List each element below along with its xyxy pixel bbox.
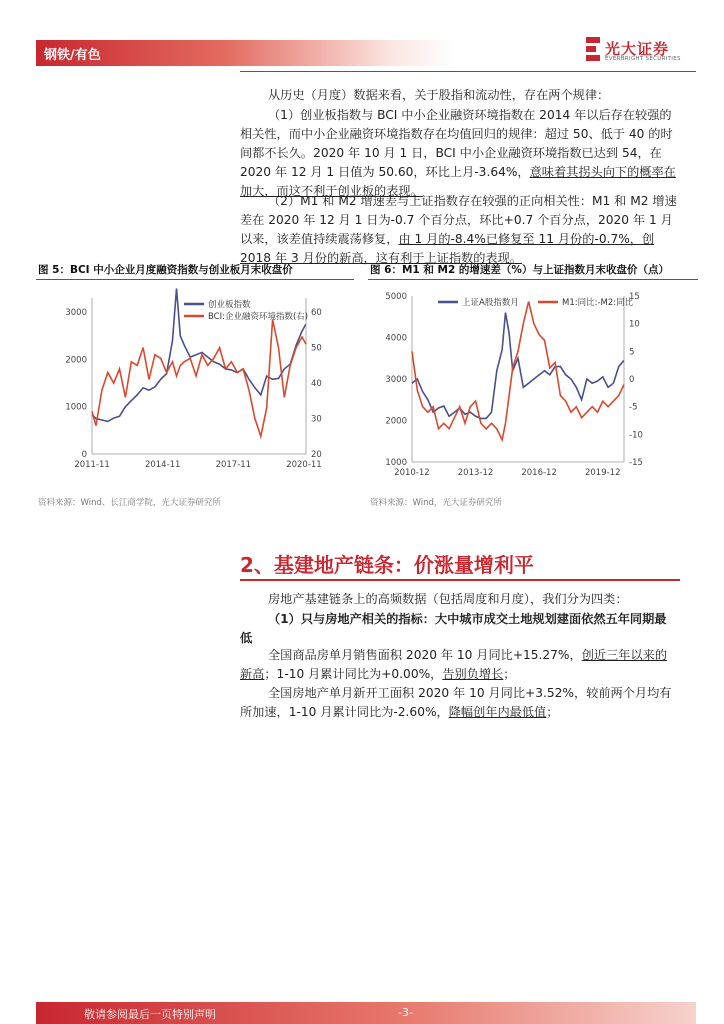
- fig6-x-tick-label: 2019-12: [584, 468, 621, 478]
- header-section-bar: [36, 40, 456, 66]
- new-starts-end: ；: [546, 705, 559, 719]
- fig5-legend-label: BCI:企业融资环境指数(右): [208, 312, 309, 322]
- new-starts-highlight: 降幅创年内最低值: [448, 705, 547, 719]
- fig6-series-2-line: [412, 302, 624, 440]
- fig5-series-2-line: [92, 319, 306, 436]
- section-2-intro: 房地产基建链条上的高频数据（包括周度和月度），我们分为四类：: [268, 592, 628, 606]
- section-2-rule: [240, 579, 680, 581]
- fig6-x-tick-label: 2013-12: [457, 468, 494, 478]
- sales-text-c: ；: [503, 667, 516, 681]
- logo-mark-icon: [586, 37, 600, 61]
- rule-1-text: （1）创业板指数与 BCI 中小企业融资环境指数在 2014 年以后存在较强的相关性，而中小企业融资环境指数存在均值回归的规律：超过 50、低于 40 的时间都不长久。2020 年 10 月 1 日，BCI 中小企业融资环境指数已达到 54，在 2020 年 12 月 1 日值为 50.60，环比上月-3.64%，: [240, 108, 673, 179]
- figure-6-rule: [368, 279, 698, 280]
- fig5-x-tick-label: 2017-11: [215, 460, 252, 470]
- rule-2-text: （2）M1 和 M2 增速差与上证指数存在较强的正向相关性：M1 和 M2 增速差在 2020 年 12 月 1 日为-0.7 个百分点，环比+0.7 个百分点，2020 年 1 月以来，该差值持续震荡修复，: [240, 194, 677, 246]
- sales-area-paragraph: [240, 646, 678, 684]
- new-starts-text: 全国房地产单月新开工面积 2020 年 10 月同比+3.52%，较前两个月均有所加速，1-10 月累计同比为-2.60%，: [240, 686, 672, 719]
- fig6-right-tick-label: -5: [629, 402, 638, 413]
- fig6-right-tick-label: -15: [629, 458, 643, 468]
- figure-6-chart: [368, 282, 698, 482]
- figure-5-source: 资料来源：Wind、长江商学院，光大证券研究所: [38, 498, 221, 508]
- page-number: -3-: [398, 1006, 413, 1019]
- logo-subtitle: EVERBRIGHT SECURITIES: [605, 56, 681, 62]
- sales-highlight-a: 创近三年以来的新高: [240, 648, 668, 681]
- fig6-right-tick-label: 5: [629, 347, 635, 358]
- fig6-right-tick-label: 10: [629, 319, 640, 330]
- fig5-right-tick-label: 60: [311, 308, 322, 319]
- logo-name: 光大证券: [605, 40, 670, 58]
- fig6-left-tick-label: 2000: [385, 416, 407, 427]
- fig6-left-tick-label: 5000: [385, 292, 407, 302]
- fig5-right-tick-label: 40: [311, 379, 322, 390]
- fig6-right-tick-label: -10: [629, 430, 643, 441]
- fig6-x-tick-label: 2016-12: [521, 468, 557, 478]
- fig5-right-tick-label: 50: [311, 343, 322, 354]
- figure-5-title: 图 5：BCI 中小企业月度融资指数与创业板月末收盘价: [38, 264, 293, 276]
- fig6-left-tick-label: 1000: [385, 458, 407, 468]
- rule-1-highlight: 意味着其拐头向下的概率在加大，而这不利于创业板的表现。: [240, 165, 676, 198]
- broker-logo: [586, 37, 696, 69]
- sales-text-b: ；1-10 月累计同比为+0.00%，: [264, 667, 443, 681]
- intro-paragraph: 从历史（月度）数据来看，关于股指和流动性，存在两个规律：: [268, 88, 610, 102]
- fig6-right-tick-label: 15: [629, 292, 640, 302]
- header-rule: [240, 71, 696, 72]
- rule-2-paragraph: [240, 192, 678, 268]
- fig6-legend-label: 上证A股指数月: [462, 298, 519, 308]
- footer-disclaimer: 敬请参阅最后一页特别声明: [84, 1008, 216, 1021]
- fig5-series-1-line: [92, 289, 309, 422]
- sales-highlight-b: 告别负增长: [442, 667, 504, 681]
- figure-5-chart: [36, 282, 356, 482]
- fig6-legend-label: M1:同比:-M2:同比: [562, 298, 634, 308]
- fig5-legend-label: 创业板指数: [208, 300, 251, 310]
- fig6-left-tick-label: 3000: [385, 375, 407, 385]
- figure-5-rule: [36, 279, 354, 280]
- rule-2-highlight: 由 1 月的-8.4%已修复至 11 月份的-0.7%，创 2018 年 3 月份的新高，这有利于上证指数的表现。: [240, 232, 655, 265]
- fig5-x-tick-label: 2014-11: [144, 460, 181, 470]
- new-starts-paragraph: [240, 684, 678, 722]
- figure-6-source: 资料来源：Wind，光大证券研究所: [370, 498, 502, 508]
- fig6-x-tick-label: 2010-12: [394, 468, 430, 478]
- rule-1-paragraph: [240, 106, 678, 201]
- fig5-x-tick-label: 2011-11: [74, 460, 110, 470]
- fig5-left-tick-label: 3000: [65, 308, 87, 319]
- fig5-left-tick-label: 1000: [65, 402, 87, 413]
- fig6-right-tick-label: 0: [629, 375, 635, 385]
- fig5-x-tick-label: 2020-11: [286, 460, 322, 470]
- section-2-subheading: （1）只与房地产相关的指标：大中城市成交土地规划建面依然五年同期最低: [240, 612, 667, 645]
- fig5-left-tick-label: 2000: [65, 355, 87, 366]
- figure-6-title: 图 6：M1 和 M2 的增速差（%）与上证指数月末收盘价（点）: [370, 264, 669, 276]
- sales-text-a: 全国商品房单月销售面积 2020 年 10 月同比+15.27%，: [268, 648, 582, 662]
- section-2-heading: 2、基建地产链条：价涨量增利平: [240, 553, 534, 577]
- fig5-right-tick-label: 30: [311, 414, 322, 425]
- fig6-left-tick-label: 4000: [385, 333, 407, 344]
- fig5-left-tick-label: 0: [81, 450, 87, 460]
- footer-bar: [36, 1002, 696, 1024]
- header-section-label: 钢铁/有色: [44, 48, 101, 63]
- fig6-series-1-line: [412, 313, 624, 419]
- fig5-right-tick-label: 20: [311, 450, 322, 460]
